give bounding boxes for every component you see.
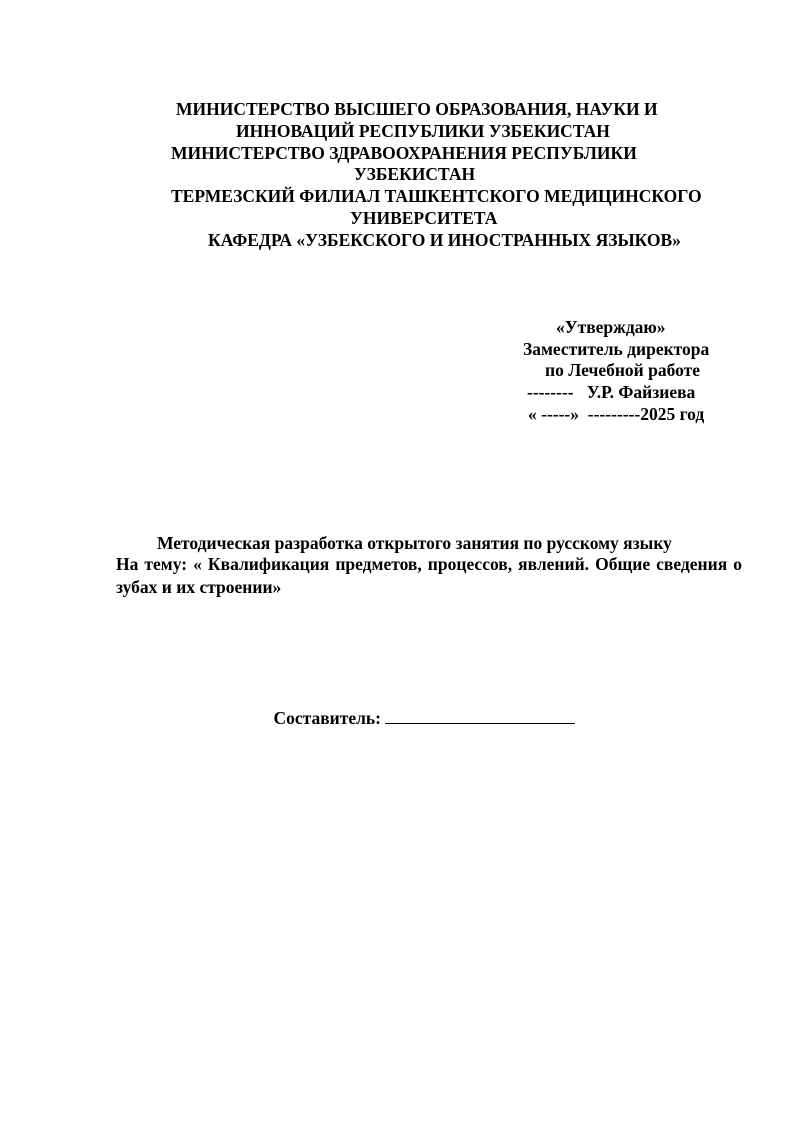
compiler-blank-line — [385, 705, 575, 724]
compiler-label: Составитель: — [273, 708, 382, 728]
header-line-6: УНИВЕРСИТЕТА — [350, 208, 498, 228]
approval-date: « -----» ---------2025 год — [528, 404, 705, 424]
document-topic: На тему: « Квалификация предметов, процессов, явлений. Общие сведения о зубах и их строении» — [116, 554, 742, 597]
header-line-3: МИНИСТЕРСТВО ЗДРАВООХРАНЕНИЯ РЕСПУБЛИКИ — [171, 143, 637, 163]
approval-signature: -------- У.Р. Файзиева — [527, 382, 696, 402]
compiler-line — [256, 683, 575, 751]
document-title: Методическая разработка открытого занятия по русскому языку — [157, 533, 672, 553]
approval-position-2: по Лечебной работе — [545, 360, 701, 380]
header-line-4: УЗБЕКИСТАН — [354, 164, 476, 184]
header-line-7: КАФЕДРА «УЗБЕКСКОГО И ИНОСТРАННЫХ ЯЗЫКОВ» — [208, 230, 681, 250]
header-line-5: ТЕРМЕЗСКИЙ ФИЛИАЛ ТАШКЕНТСКОГО МЕДИЦИНСКОГО — [171, 186, 702, 206]
approval-heading: «Утверждаю» — [556, 317, 666, 337]
header-line-1: МИНИСТЕРСТВО ВЫСШЕГО ОБРАЗОВАНИЯ, НАУКИ И — [176, 99, 658, 119]
approval-position-1: Заместитель директора — [523, 339, 710, 359]
header-line-2: ИННОВАЦИЙ РЕСПУБЛИКИ УЗБЕКИСТАН — [236, 121, 610, 141]
